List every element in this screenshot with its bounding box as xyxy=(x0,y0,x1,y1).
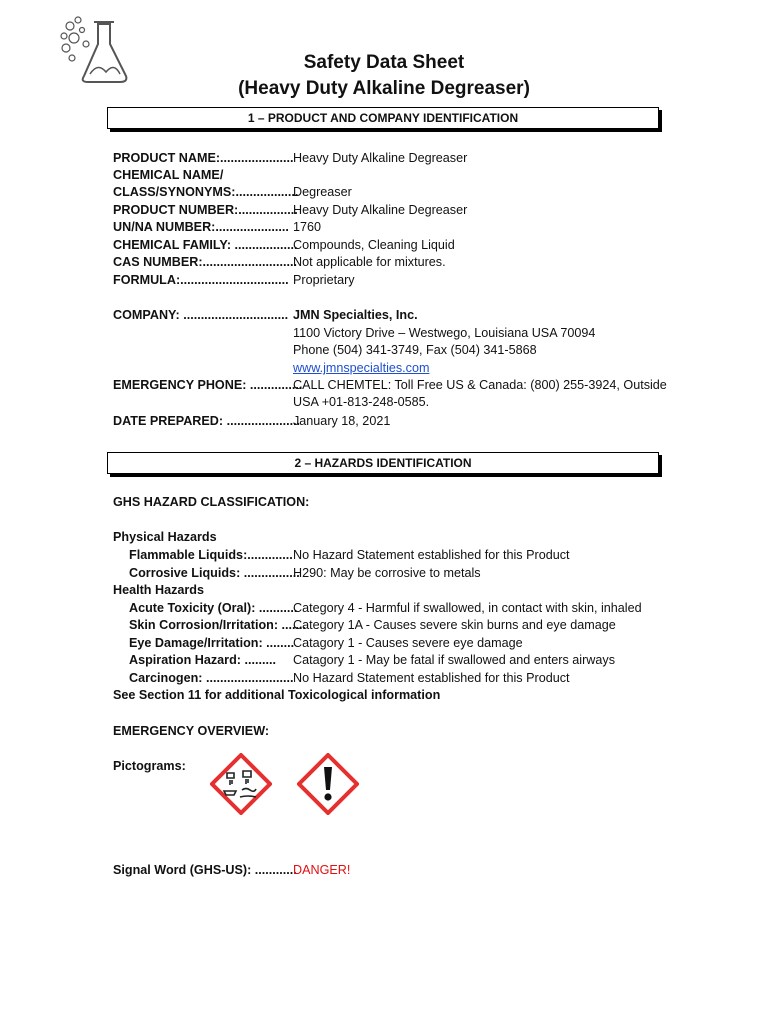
acute-toxicity-row: Acute Toxicity (Oral): ........... Category 4 - Harmful if swallowed, in contact with skin, inhaled xyxy=(129,601,642,615)
carcinogen-row: Carcinogen: ......................... No Hazard Statement established for this Product xyxy=(129,671,570,685)
see-section-note: See Section 11 for additional Toxicological information xyxy=(113,688,441,702)
document-title: Safety Data Sheet xyxy=(303,52,465,73)
signal-word-row: Signal Word (GHS-US): ............ DANGER! xyxy=(113,863,351,877)
chemical-name-row: CHEMICAL NAME/ xyxy=(113,168,224,182)
chemical-family-row: CHEMICAL FAMILY: .................. Compounds, Cleaning Liquid xyxy=(113,238,455,252)
aspiration-hazard-row: Aspiration Hazard: ......... Catagory 1 - May be fatal if swallowed and enters airways xyxy=(129,653,615,667)
signal-word-value: DANGER! xyxy=(293,863,351,877)
cas-number-row: CAS NUMBER:........................... Not applicable for mixtures. xyxy=(113,255,446,269)
company-logo-icon xyxy=(56,14,132,86)
exclamation-pictogram-icon xyxy=(297,753,359,815)
product-name-row: PRODUCT NAME:..................... Heavy Duty Alkaline Degreaser xyxy=(113,151,468,165)
product-number-row: PRODUCT NUMBER:................. Heavy Duty Alkaline Degreaser xyxy=(113,203,468,217)
skin-corrosion-row: Skin Corrosion/Irritation: ....... Category 1A - Causes severe skin burns and eye damage xyxy=(129,618,616,632)
physical-hazards-label: Physical Hazards xyxy=(113,530,217,544)
section-2-header: 2 – HAZARDS IDENTIFICATION xyxy=(107,452,659,474)
company-row: COMPANY: .............................. JMN Specialties, Inc. xyxy=(113,308,418,322)
emergency-overview-label: EMERGENCY OVERVIEW: xyxy=(113,724,270,738)
section-1-header: 1 – PRODUCT AND COMPANY IDENTIFICATION xyxy=(107,107,659,129)
class-synonyms-row: CLASS/SYNONYMS:.................. Degreaser xyxy=(113,185,352,199)
formula-row: FORMULA:............................... Proprietary xyxy=(113,273,355,287)
emergency-phone-row: EMERGENCY PHONE: ............... CALL CHEMTEL: Toll Free US & Canada: (800) 255-3924, Outside USA +01-813-248-0585. xyxy=(113,378,667,409)
eye-damage-row: Eye Damage/Irritation: ........ Catagory 1 - Causes severe eye damage xyxy=(129,636,523,650)
date-prepared-row: DATE PREPARED: ..................... January 18, 2021 xyxy=(113,414,391,428)
corrosive-liquids-row: Corrosive Liquids: ................ H290: May be corrosive to metals xyxy=(129,566,481,580)
corrosion-pictogram-icon xyxy=(210,753,272,815)
un-na-number-row: UN/NA NUMBER:..................... 1760 xyxy=(113,220,322,234)
document-subtitle: (Heavy Duty Alkaline Degreaser) xyxy=(238,78,530,99)
flammable-liquids-row: Flammable Liquids:............. No Hazard Statement established for this Product xyxy=(129,548,570,562)
health-hazards-label: Health Hazards xyxy=(113,583,204,597)
ghs-classification-label: GHS HAZARD CLASSIFICATION: xyxy=(113,495,310,509)
pictograms-label: Pictograms: xyxy=(113,759,186,773)
company-website-link[interactable]: www.jmnspecialties.com xyxy=(293,361,430,375)
